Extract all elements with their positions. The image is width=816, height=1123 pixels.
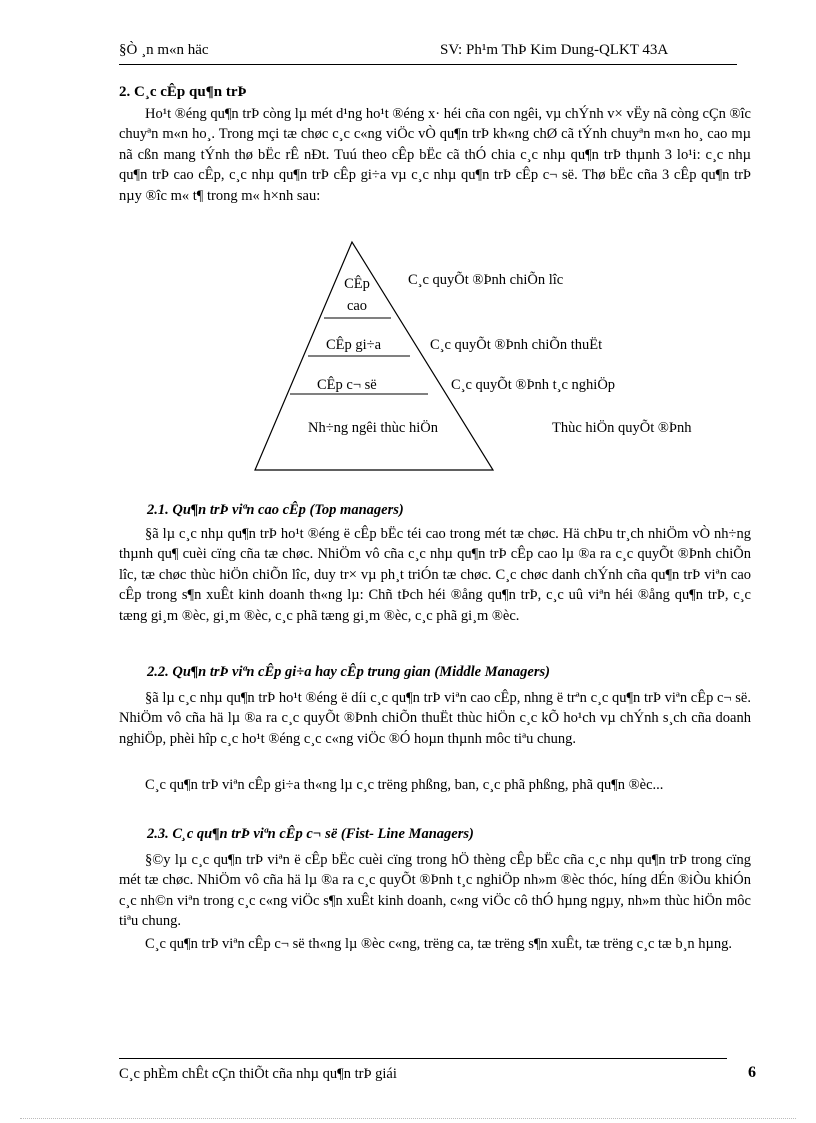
header-divider xyxy=(119,64,737,65)
page-header xyxy=(119,42,759,64)
pyramid-level-middle-label: CÊp gi÷a xyxy=(326,337,382,353)
subsection-2-heading: 2.2. Qu¶n trÞ viªn cÊp gi÷a hay cÊp trung gian (Middle Managers) xyxy=(147,664,550,680)
pyramid-level-top-label: CÊp cao xyxy=(344,276,370,314)
pyramid-level-workers-action: Thùc hiÖn quyÕt ®Þnh xyxy=(552,420,692,436)
subsection-2-paragraph-1: §ã lµ c¸c nhµ qu¶n trÞ ho¹t ®éng ë díi c¸c qu¶n trÞ viªn cao cÊp, nhng ë trªn c¸c qu¶n trÞ viªn cÊp c¬ së. NhiÖm vô cña hä lµ ®a ra c¸c quyÕt ®Þnh chiÕn thuËt thùc hiÖn c¸c kÕ ho¹ch vµ chÝnh s¸ch cña doanh nghiÖp, phèi hîp c¸c ho¹t ®éng c¸c c«ng viÖc ®Ó hoµn thµnh môc tiªu chung. xyxy=(119,690,751,747)
page-number: 6 xyxy=(748,1064,756,1081)
subsection-1-heading: 2.1. Qu¶n trÞ viªn cao cÊp (Top managers) xyxy=(147,502,404,518)
header-student-info: SV: Ph¹m ThÞ Kim Dung-QLKT 43A xyxy=(440,42,669,58)
subsection-3-paragraph-1: §©y lµ c¸c qu¶n trÞ viªn ë cÊp bËc cuèi cïng trong hÖ thèng cÊp bËc cña c¸c nhµ qu¶n trÞ trong cïng mét tæ chøc. NhiÖm vô cña hä lµ ®a ra c¸c quyÕt ®Þnh t¸c nghiÖp nh»m ®èc thóc, híng dÉn ®iÒu khiÓn c¸c nh©n viªn trong c¸c c«ng viÖc s¶n xuÊt kinh doanh, c«ng viÖc cô thÓ hµng ngµy, nh»m thùc hiÖn môc tiªu chung. xyxy=(119,852,751,930)
section-intro-paragraph: Ho¹t ®éng qu¶n trÞ còng lµ mét d¹ng ho¹t ®éng x· héi cña con ngêi, vµ chÝnh v× vËy nã còng cÇn ®îc chuyªn m«n ho¸. Trong mçi tæ chøc c¸c c«ng viÖc vÒ qu¶n trÞ kh«ng chØ cã tÝnh chuyªn m«n ho¸ cao mµ nã cßn mang tÝnh thø bËc rÊ nÐt. Tuú theo cÊp bËc cã thÓ chia c¸c nhµ qu¶n trÞ thµnh 3 lo¹i: c¸c nhµ qu¶n trÞ cao cÊp, c¸c nhµ qu¶n trÞ cÊp gi÷a vµ c¸c nhµ qu¶n trÞ cÊp c¬ së. Thø bËc cña 3 cÊp qu¶n trÞ nµy ®îc m« t¶ trong m« h×nh sau: xyxy=(119,106,751,204)
pyramid-level-top-decision: C¸c quyÕt ®Þnh chiÕn lîc xyxy=(408,272,564,288)
page-bottom-edge xyxy=(20,1118,796,1119)
pyramid-shape xyxy=(240,232,500,482)
subsection-2-paragraph-2: C¸c qu¶n trÞ viªn cÊp gi÷a th«ng lµ c¸c trëng phßng, ban, c¸c phã phßng, phã qu¶n ®èc... xyxy=(145,777,664,793)
subsection-1-paragraph: §ã lµ c¸c nhµ qu¶n trÞ ho¹t ®éng ë cÊp bËc téi cao trong mét tæ chøc. Hä chÞu tr¸ch nhiÖm vÒ nh÷ng thµnh qu¶ cuèi cïng cña tæ chøc. NhiÖm vô cña c¸c nhµ qu¶n trÞ cÊp cao lµ ®a ra c¸c quyÕt ®Þnh chiÕn lîc, tæ chøc thùc hiÖn chiÕn lîc, duy tr× vµ ph¸t triÓn tæ chøc. C¸c chøc danh chÝnh cña qu¶n trÞ viªn cao cÊp trong s¶n xuÊt kinh doanh th«ng lµ: Chñ tÞch héi ®ång qu¶n trÞ, c¸c uû viªn héi ®ång qu¶n trÞ, c¸c tæng gi¸m ®èc, gi¸m ®èc, c¸c phã tæng gi¸m ®èc, c¸c phã gi¸m ®èc. xyxy=(119,526,751,624)
pyramid-level-base-label: CÊp c¬ së xyxy=(317,377,377,393)
subsection-3-paragraph-2: C¸c qu¶n trÞ viªn cÊp c¬ së th«ng lµ ®èc c«ng, trëng ca, tæ trëng s¶n xuÊt, tæ trëng c¸c tæ b¸n hµng. xyxy=(145,936,733,952)
footer-divider xyxy=(119,1058,727,1059)
pyramid-level-base-decision: C¸c quyÕt ®Þnh t¸c nghiÖp xyxy=(451,377,616,393)
pyramid-level-middle-decision: C¸c quyÕt ®Þnh chiÕn thuËt xyxy=(430,337,603,353)
header-course-title: §Ò ¸n m«n häc xyxy=(119,42,209,58)
management-pyramid-diagram xyxy=(240,232,740,482)
subsection-3-heading: 2.3. C¸c qu¶n trÞ viªn cÊp c¬ së (Fist- Line Managers) xyxy=(147,826,474,842)
section-heading: 2. C¸c cÊp qu¶n trÞ xyxy=(119,84,247,100)
pyramid-level-workers-label: Nh÷ng ngêi thùc hiÖn xyxy=(308,420,438,436)
footer-title: C¸c phÈm chÊt cÇn thiÕt cña nhµ qu¶n trÞ giái xyxy=(119,1066,397,1082)
